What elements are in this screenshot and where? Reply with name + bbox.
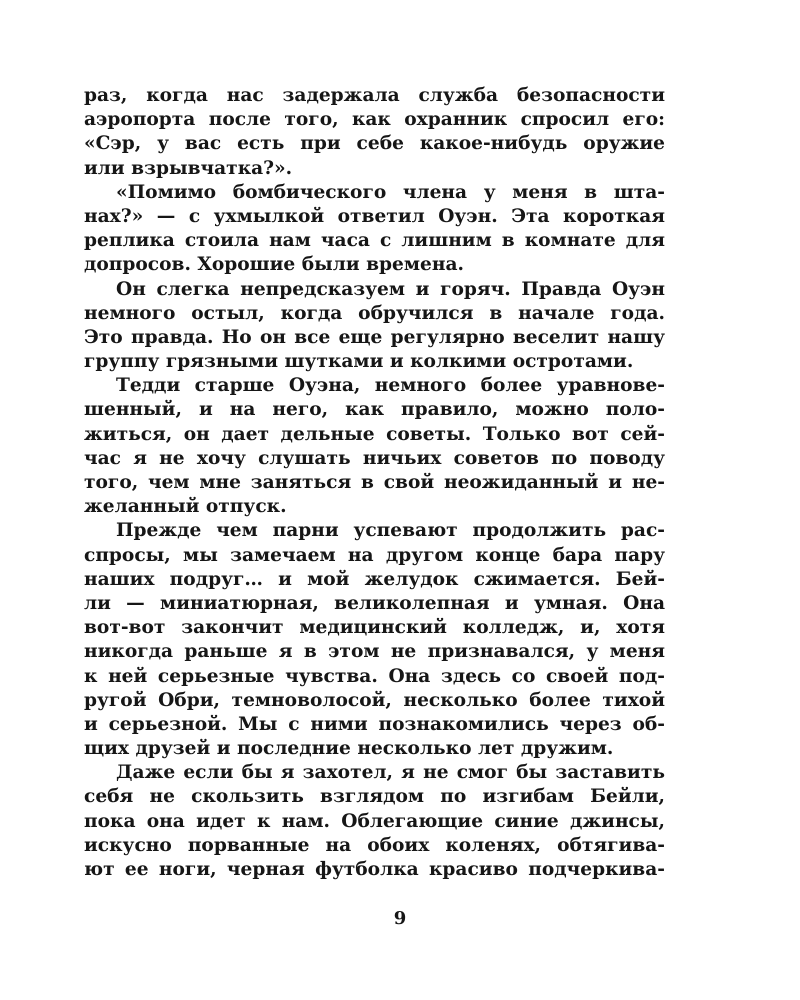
text-line: раз, когда нас задержала служба безопасности [84, 85, 665, 106]
text-line: Это правда. Но он все еще регулярно веселит нашу [84, 326, 665, 348]
text-line: немного остыл, когда обручился в начале года. [84, 302, 665, 324]
text-line: вот-вот закончит медицинский колледж, и, хотя [84, 617, 665, 639]
text-line: допросов. Хорошие были времена. [84, 254, 464, 276]
paragraph [84, 519, 665, 761]
paragraph [84, 84, 665, 181]
text-line: ругой Обри, темноволосой, несколько более тихой [84, 689, 665, 711]
text-line: спросы, мы замечаем на другом конце бара пару [84, 544, 665, 566]
text-line: желанный отпуск. [84, 496, 287, 518]
text-line: наших подруг… и мой желудок сжимается. Бей- [84, 568, 665, 590]
text-line: того, чем мне заняться в свой неожиданный и не- [84, 472, 665, 493]
text-line: искусно порванные на обоих коленях, обтягива- [84, 834, 665, 856]
text-line: «Сэр, у вас есть при себе какое-нибудь оружие [84, 133, 665, 155]
text-line: и серьезной. Мы с ними познакомились через об- [84, 713, 665, 735]
text-line: Тедди старше Оуэна, немного более уравнове- [116, 375, 665, 397]
paragraph [84, 181, 665, 278]
text-line: или взрывчатка?». [84, 157, 293, 179]
text-line: пока она идет к нам. Облегающие синие джинсы, [84, 810, 665, 832]
text-line: час я не хочу слушать ничьих советов по поводу [84, 447, 665, 469]
text-line: житься, он дает дельные советы. Только вот сей- [84, 423, 665, 445]
text-line: ют ее ноги, черная футболка красиво подчеркива- [84, 859, 665, 880]
text-line: шенный, и на него, как правило, можно поло- [84, 399, 665, 421]
text-line: никогда раньше я в этом не признавался, у меня [84, 641, 665, 663]
paragraph [84, 374, 665, 519]
text-line: себя не скользить взглядом по изгибам Бейли, [84, 786, 665, 808]
text-line: Прежде чем парни успевают продолжить рас- [116, 520, 665, 542]
text-line: ли — миниатюрная, великолепная и умная. Она [84, 592, 665, 614]
text-line: щих друзей и последние несколько лет дружим. [84, 738, 614, 760]
text-line: нах?» — с ухмылкой ответил Оуэн. Эта короткая [84, 205, 665, 227]
body-text [84, 84, 665, 882]
page-number: 9 [393, 908, 407, 929]
paragraph [84, 761, 665, 882]
text-line: реплика стоила нам часа с лишним в комнате для [84, 230, 665, 252]
text-line: аэропорта после того, как охранник спросил его: [84, 109, 665, 131]
text-line: к ней серьезные чувства. Она здесь со своей под- [84, 665, 665, 687]
paragraph [84, 278, 665, 375]
text-line: Он слегка непредсказуем и горяч. Правда Оуэн [116, 278, 665, 300]
text-line: группу грязными шутками и колкими остротами. [84, 351, 634, 373]
text-line: «Помимо бомбического члена у меня в шта- [116, 181, 665, 203]
text-line: Даже если бы я захотел, я не смог бы заставить [116, 762, 665, 784]
